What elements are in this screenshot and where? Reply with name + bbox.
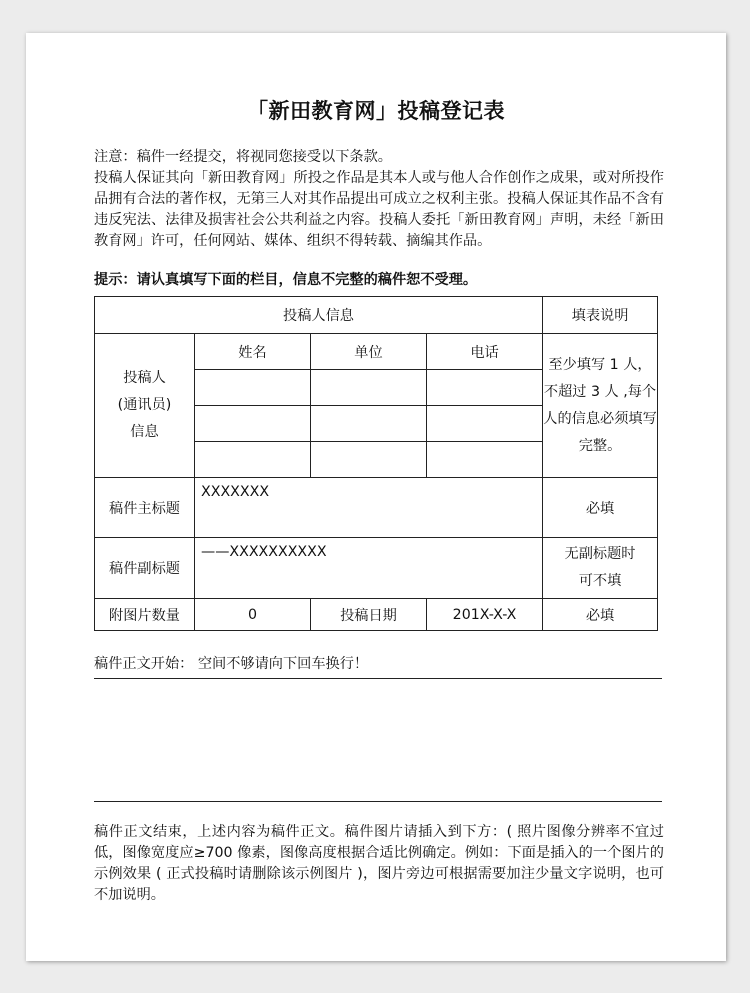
submission-date-label: 投稿日期 [311,599,427,631]
contributor-label-line1: 投稿人 [123,370,166,386]
notice-line: 注意：稿件一经提交，将视同您接受以下条款。 [94,149,392,165]
main-title-field[interactable]: XXXXXXX [195,478,543,538]
subtitle-field[interactable]: ——XXXXXXXXXX [195,538,543,599]
body-start-marker: 稿件正文开始： 空间不够请向下回车换行！ [94,653,662,679]
submission-date-field[interactable]: 201X-X-X [427,599,543,631]
header-instructions: 填表说明 [543,297,658,334]
column-phone: 电话 [427,334,543,370]
name-field-2[interactable] [195,406,311,442]
contributor-label-line2: (通讯员) [117,397,172,413]
image-count-label: 附图片数量 [95,599,195,631]
contributor-label-line3: 信息 [130,424,159,440]
body-end-text: 稿件正文结束，上述内容为稿件正文。稿件图片请插入到下方：( 照片图像分辨率不宜过低，图像宽度应≥700 像素，图像高度根据合适比例确定。例如：下面是插入的一个图片的示例效果 ( 正式投稿时请删除该示例图片 )，图片旁边可根据需要加注少量文字说明，也可不加说明。 [94,824,664,903]
phone-field-2[interactable] [427,406,543,442]
image-count-field[interactable]: 0 [195,599,311,631]
subtitle-instructions-line2: 可不填 [578,573,622,589]
column-name: 姓名 [195,334,311,370]
phone-field-1[interactable] [427,370,543,406]
column-unit: 单位 [311,334,427,370]
subtitle-instructions-line1: 无副标题时 [564,546,636,562]
contributor-instructions: 至少填写 1 人，不超过 3 人 ,每个人的信息必须填写完整。 [543,334,658,478]
body-end-divider [94,801,662,802]
header-contributor-info: 投稿人信息 [95,297,543,334]
page-title: 「新田教育网」投稿登记表 [247,99,505,123]
unit-field-1[interactable] [311,370,427,406]
name-field-3[interactable] [195,442,311,478]
document-page [26,33,726,961]
unit-field-2[interactable] [311,406,427,442]
notice-block [94,147,664,252]
submission-form-table [94,296,658,631]
name-field-1[interactable] [195,370,311,406]
main-title-instructions: 必填 [543,478,658,538]
main-title-label: 稿件主标题 [95,478,195,538]
unit-field-3[interactable] [311,442,427,478]
subtitle-instructions [543,538,658,599]
phone-field-3[interactable] [427,442,543,478]
image-date-instructions: 必填 [543,599,658,631]
subtitle-label: 稿件副标题 [95,538,195,599]
hint-text: 提示：请认真填写下面的栏目，信息不完整的稿件恕不受理。 [94,272,478,288]
notice-paragraph: 投稿人保证其向「新田教育网」所投之作品是其本人或与他人合作创作之成果，或对所投作品拥有合法的著作权，无第三人对其作品提出可成立之权利主张。投稿人保证其作品不含有违反宪法、法律及损害社会公共利益之内容。投稿人委托「新田教育网」声明，未经「新田教育网」许可，任何网站、媒体、组织不得转载、摘编其作品。 [94,170,664,249]
contributor-label [95,334,195,478]
